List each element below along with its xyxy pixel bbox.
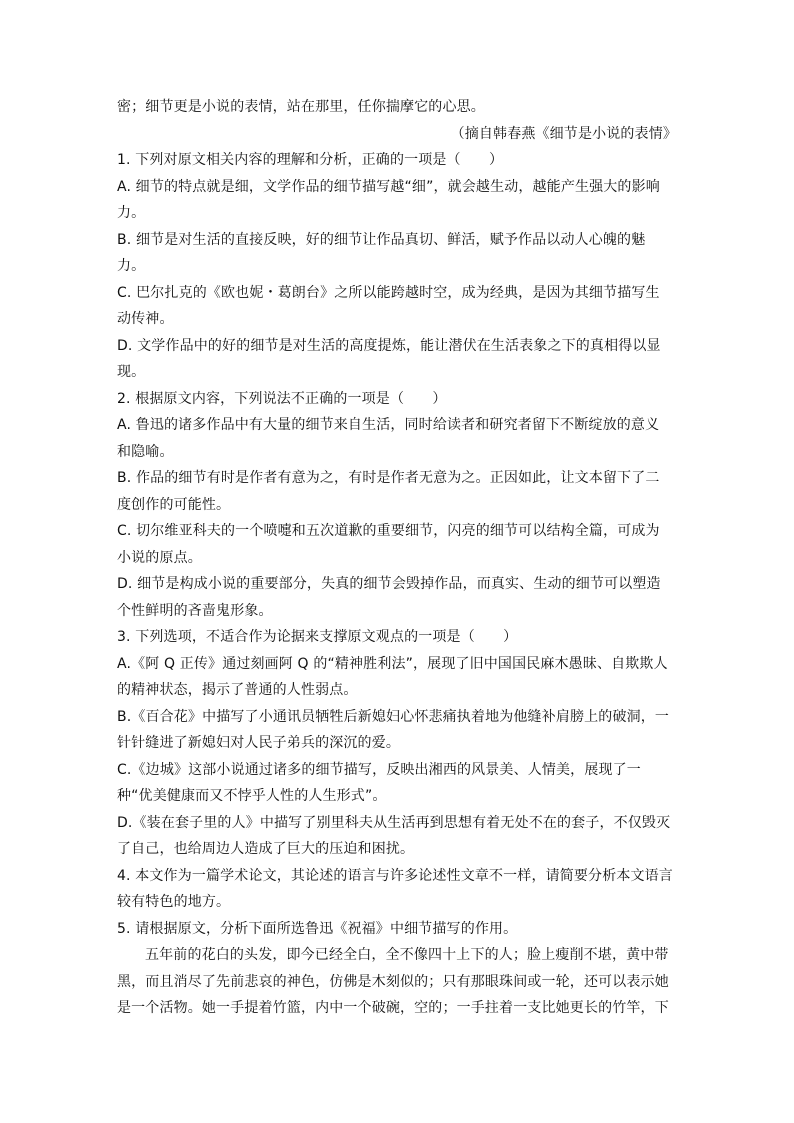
question-3-stem: 3. 下列选项，不适合作为论据来支撑原文观点的一项是（ ） bbox=[117, 629, 518, 645]
question-1-option-a: A. 细节的特点就是细，文学作品的细节描写越“细”，就会越生动，越能产生强大的影响力。 bbox=[117, 178, 660, 221]
question-1-option-d: D. 文学作品中的好的细节是对生活的高度提炼，能让潜伏在生活表象之下的真相得以显现。 bbox=[117, 337, 661, 380]
question-5: 5. 请根据原文，分析下面所选鲁迅《祝福》中细节描写的作用。 bbox=[117, 920, 518, 937]
question-3-option-b: B.《百合花》中描写了小通讯员牺牲后新媳妇心怀悲痛执着地为他缝补肩膀上的破洞，一针针缝进了新媳妇对人民子弟兵的深沉的爱。 bbox=[117, 708, 670, 751]
question-3-option-c: C.《边城》这部小说通过诸多的细节描写，反映出湘西的风景美、人情美，展现了一种“优美健康而又不悖乎人性的人生形式”。 bbox=[117, 761, 641, 804]
question-2-option-b: B. 作品的细节有时是作者有意为之，有时是作者无意为之。正因如此，让文本留下了二度创作的可能性。 bbox=[117, 470, 660, 513]
question-2-stem: 2. 根据原文内容，下列说法不正确的一项是（ ） bbox=[117, 390, 447, 407]
intro-line: 密；细节更是小说的表情，站在那里，任你揣摩它的心思。 bbox=[117, 99, 485, 115]
source-citation: （摘自韩春燕《细节是小说的表情》 bbox=[450, 125, 677, 142]
question-1-option-c: C. 巴尔扎克的《欧也妮・葛朗台》之所以能跨越时空，成为经典，是因为其细节描写生动传神。 bbox=[117, 284, 660, 327]
excerpt-paragraph: 五年前的花白的头发，即今已经全白，全不像四十上下的人；脸上瘦削不堪，黄中带黑，而且消尽了先前悲哀的神色，仿佛是木刻似的；只有那眼珠间或一轮，还可以表示她是一个活物。她一手提着竹篮，内中一个破碗，空的；一手拄着一支比她更长的竹竿，下 bbox=[117, 947, 669, 1016]
question-2-option-c: C. 切尔维亚科夫的一个喷嚏和五次道歉的重要细节，闪亮的细节可以结构全篇，可成为小说的原点。 bbox=[117, 523, 660, 566]
question-3-option-a: A.《阿 Q 正传》通过刻画阿 Q 的“精神胜利法”，展现了旧中国国民麻木愚昧、自欺欺人的精神状态，揭示了普通的人性弱点。 bbox=[117, 655, 668, 698]
question-4: 4. 本文作为一篇学术论文，其论述的语言与许多论述性文章不一样，请简要分析本文语言较有特色的地方。 bbox=[117, 867, 673, 910]
document-body bbox=[117, 94, 677, 1022]
question-1-stem: 1. 下列对原文相关内容的理解和分析，正确的一项是（ ） bbox=[117, 152, 504, 168]
question-3-option-d: D.《装在套子里的人》中描写了别里科夫从生活再到思想有着无处不在的套子，不仅毁灭了自己，也给周边人造成了巨大的压迫和困扰。 bbox=[117, 814, 671, 857]
question-2-option-d: D. 细节是构成小说的重要部分，失真的细节会毁掉作品，而真实、生动的细节可以塑造个性鲜明的吝啬鬼形象。 bbox=[117, 576, 661, 619]
question-2-option-a: A. 鲁迅的诸多作品中有大量的细节来自生活，同时给读者和研究者留下不断绽放的意义和隐喻。 bbox=[117, 417, 660, 460]
question-1-option-b: B. 细节是对生活的直接反映，好的细节让作品真切、鲜活，赋予作品以动人心魄的魅力。 bbox=[117, 231, 646, 274]
